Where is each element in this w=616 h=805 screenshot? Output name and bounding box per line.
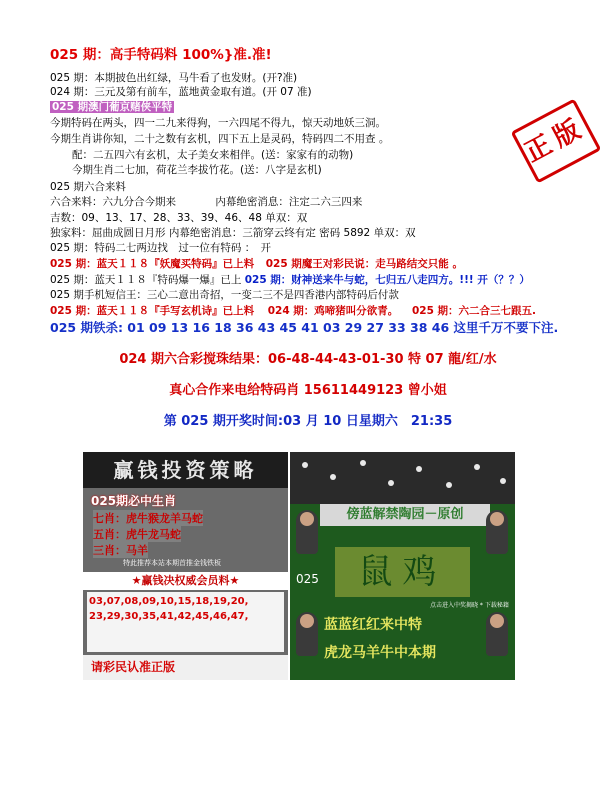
flower-decoration — [302, 462, 308, 468]
ad-row: 七肖：虎牛猴龙羊马蛇 — [93, 512, 203, 525]
person-photo — [296, 612, 318, 656]
ad-line: 蓝蓝红红来中特 — [324, 617, 422, 633]
ad-subtitle: 025期必中生肖 — [91, 494, 177, 508]
person-photo — [486, 510, 508, 554]
flower-decoration — [388, 480, 394, 486]
ad-numbers-row: 03,07,08,09,10,15,18,19,20, — [89, 596, 249, 607]
ad-header: 赢钱投资策略 — [83, 452, 288, 488]
ad-numbers — [87, 592, 284, 652]
flower-decoration — [360, 460, 366, 466]
ad-banner: 傍蓝解禁陶园－原创 — [320, 504, 490, 526]
ad-big-zodiac: 鼠鸡 — [335, 547, 470, 597]
flower-decoration — [500, 478, 506, 484]
ad-row: 五肖：虎牛龙马蛇 — [93, 528, 181, 541]
text-part: 025 期：蓝天１１８『特码爆一爆』已上 — [50, 274, 242, 286]
highlight: 025 期澳门葡京赌侠平特 — [52, 101, 173, 113]
person-photo — [486, 612, 508, 656]
text-line — [50, 274, 530, 287]
contact-line: 真心合作来电给特码肖 15611449123 曾小姐 — [169, 383, 447, 398]
ad-issue-number: 025 — [296, 572, 319, 586]
text-part: 024 期：鸡啼猪叫分欲青。 — [267, 305, 399, 317]
ad-line: 虎龙马羊牛中本期 — [324, 645, 436, 661]
text-part: 025 期魔王对彩民说：走马路结交只能 。 — [265, 258, 463, 270]
text-line: 024 期：三元及第有前车，蓝地黄金取有道。(开 07 准) — [50, 86, 312, 98]
flower-decoration — [446, 482, 452, 488]
text-line: 配：二五四六有玄机，太子美女来相伴。(送：家家有的动物) — [72, 149, 354, 161]
ad-row: 三肖：马羊 — [93, 544, 148, 557]
ad-small: 特此推荐本站本期首推金钱铁板 — [123, 559, 221, 567]
text-line: 今期生肖二七加，荷花兰李拔竹花。(送：八字是玄机) — [72, 164, 322, 176]
text-line: 025 期手机短信王：三心二意出奇招，一变二三不是四香港内部特码后付款 — [50, 289, 399, 301]
text-line — [50, 258, 463, 271]
text-part: 025 期：蓝天１１８『手写玄机诗』已上料 — [50, 305, 255, 317]
flower-decoration — [330, 474, 336, 480]
result-line: 024 期六合彩搅珠结果：06-48-44-43-01-30 特 07 龍/红/水 — [119, 352, 497, 367]
text-part: 025 期：财神送来牛与蛇，七归五八走四方。!!! 开（？？） — [244, 274, 530, 286]
text-line — [50, 196, 362, 209]
flower-decoration — [416, 466, 422, 472]
text-part: 内幕绝密消息：注定二六三四来 — [215, 196, 363, 208]
ad-numbers-row: 23,29,30,35,41,42,45,46,47, — [89, 611, 249, 622]
text-line: 025 期六合来料 — [50, 181, 126, 193]
ad-footer: 请彩民认准正版 — [83, 655, 288, 680]
text-line: 025 期：本期披色出红绿，马牛看了也发财。(开?准) — [50, 72, 298, 84]
ad-tiny-text: 点击进入中奖揭晓 * 下载秘籍 — [430, 602, 509, 609]
text-part: 六合来料：六九分合今期来 — [50, 196, 176, 208]
left-ad-image — [83, 452, 288, 680]
stamp: 正版 — [511, 98, 602, 183]
text-part: 025 期：六二合三七跟五. — [411, 305, 537, 317]
text-line: 今期生肖讲你知，二十之数有玄机，四下五上是灵码，特码四二不用查 。 — [50, 133, 390, 145]
text-line: 今期特码在两头，四一二九来得狗，一六四尾不得九，惊天动地妖三洞。 — [50, 117, 386, 129]
flower-band — [290, 452, 515, 504]
right-ad-image — [290, 452, 515, 680]
person-photo — [296, 510, 318, 554]
text-part: 025 期：蓝天１１８『妖魔买特码』已上料 — [50, 258, 255, 270]
flower-decoration — [474, 464, 480, 470]
title-line: 025 期：高手特码料 100%}准.准! — [50, 47, 272, 63]
ad-member: ★赢钱决权威会员料★ — [83, 572, 288, 590]
tie-sha-line: 025 期铁杀: 01 09 13 16 18 36 43 45 41 03 29 27 33 38 46 这里千万不要下注. — [50, 320, 559, 335]
text-line: 独家料：屈曲成圆日月形 内幕绝密消息：三箭穿云终有定 密码 5892 单双：双 — [50, 227, 416, 239]
text-line: 吉数：09、13、17、28、33、39、46、48 单双：双 — [50, 212, 308, 224]
draw-time-line: 第 025 期开奖时间:03 月 10 日星期六 21:35 — [163, 414, 453, 429]
text-line — [50, 305, 536, 318]
text-line: 025 期：特码二七两边找 过一位有特码 ： 开 — [50, 242, 271, 254]
text-line — [50, 101, 174, 114]
